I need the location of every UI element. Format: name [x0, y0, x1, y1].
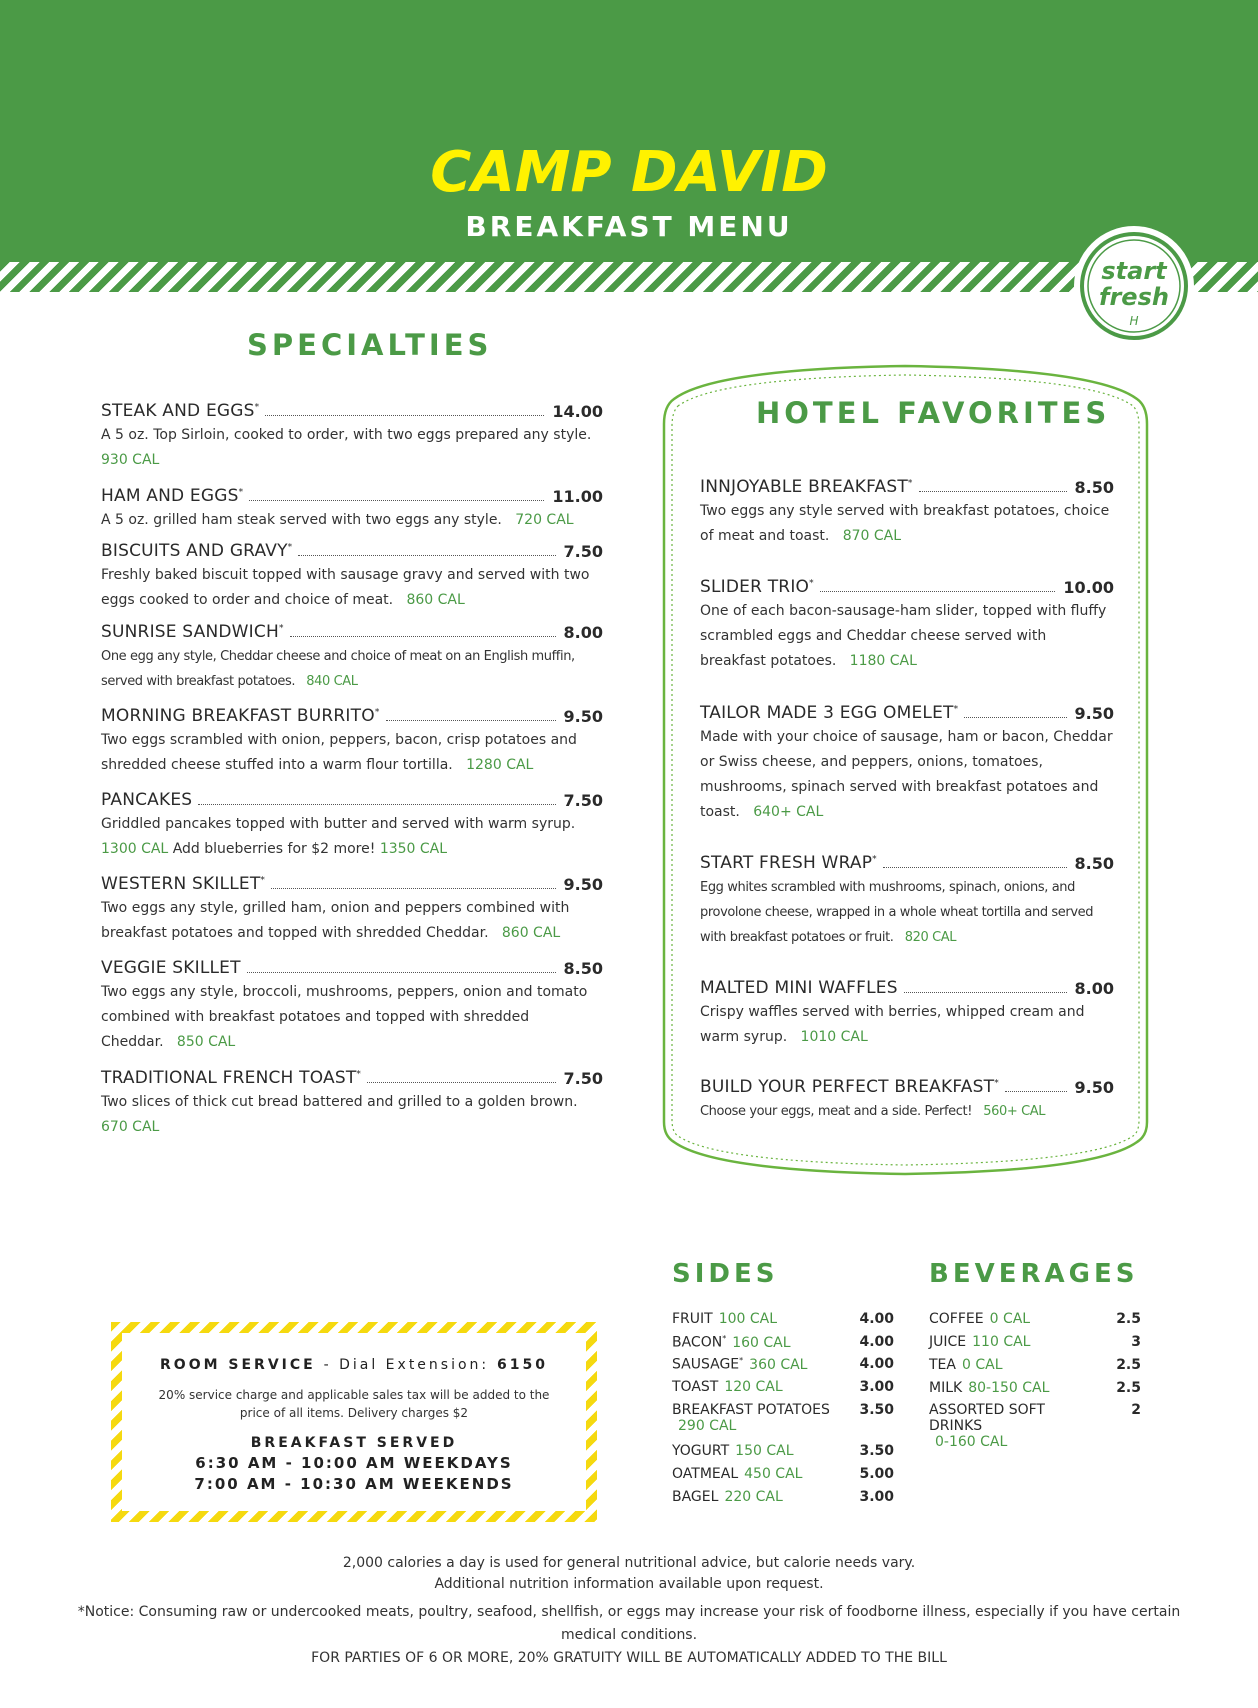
side-item [672, 1443, 844, 1459]
menu-item-desc-text: A 5 oz. grilled ham steak served with two eggs any style. [101, 512, 502, 528]
calorie-count: 290 CAL [678, 1418, 737, 1434]
menu-item-description [101, 980, 603, 1055]
item-name: SAUSAGE [672, 1356, 740, 1373]
item-price: 2 [1131, 1402, 1141, 1418]
menu-item-price: 9.50 [1074, 704, 1114, 723]
menu-item-title: SUNRISE SANDWICH [101, 622, 279, 642]
asterisk: * [872, 854, 877, 865]
item-name: TOAST [672, 1379, 719, 1395]
menu-item-price: 9.50 [563, 875, 603, 894]
breakfast-served-heading: BREAKFAST SERVED [250, 1435, 458, 1451]
menu-item-description [101, 1090, 603, 1140]
menu-item-price: 11.00 [552, 487, 603, 506]
calorie-count: 80-150 CAL [968, 1380, 1050, 1396]
menu-item-desc-text: One of each bacon-sausage-ham slider, topped with fluffy scrambled eggs and Cheddar cheese served with breakfast potatoes. [700, 603, 1107, 669]
menu-item [700, 1077, 1114, 1124]
beverage-item [929, 1357, 1091, 1373]
menu-item-title: MALTED MINI WAFFLES [700, 978, 898, 998]
menu-item-desc-text: A 5 oz. Top Sirloin, cooked to order, with two eggs prepared any style. [101, 427, 592, 443]
dot-leader [247, 972, 556, 973]
menu-item-header [700, 577, 1114, 597]
item-price: 4.00 [859, 1334, 894, 1350]
dot-leader [883, 867, 1067, 868]
item-name: YOGURT [672, 1443, 730, 1459]
item-name: MILK [929, 1380, 963, 1396]
menu-item-name [101, 401, 259, 421]
calorie-count: 560+ CAL [983, 1104, 1046, 1119]
menu-item-price: 8.50 [1074, 854, 1114, 873]
item-name: COFFEE [929, 1311, 984, 1327]
menu-item [101, 401, 603, 473]
menu-item-title: SLIDER TRIO [700, 577, 810, 597]
calorie-count: 850 CAL [176, 1034, 236, 1050]
item-name: ASSORTED SOFT DRINKS [929, 1402, 1045, 1434]
nutrition-note: Additional nutrition information available upon request. [434, 1576, 824, 1592]
menu-item-description [700, 1099, 1114, 1124]
menu-item-header [101, 622, 603, 642]
menu-item-header [101, 790, 603, 810]
room-service-note: 20% service charge and applicable sales tax will be added to the price of all items. Delivery charges $2 [158, 1388, 550, 1420]
menu-item-header [700, 703, 1114, 723]
menu-item-price: 9.50 [563, 707, 603, 726]
menu-item [101, 541, 603, 613]
menu-item-header [700, 853, 1114, 873]
menu-item-desc-text: Egg whites scrambled with mushrooms, spinach, onions, and provolone cheese, wrapped in a whole wheat tortilla and served with breakfast potatoes or fruit. [700, 880, 1094, 945]
food-safety-notice: *Notice: Consuming raw or undercooked meats, poultry, seafood, shellfish, or eggs may increase your risk of foodborne illness, especially if you have certain [77, 1604, 1181, 1620]
calorie-count: 120 CAL [724, 1379, 783, 1395]
menu-item-name [101, 874, 265, 894]
calorie-count: 100 CAL [718, 1311, 778, 1327]
menu-item-name [101, 1068, 361, 1088]
menu-item-desc-text: Two eggs scrambled with onion, peppers, bacon, crisp potatoes and shredded cheese stuffed into a warm flour tortilla. [101, 732, 577, 773]
menu-item-title: INNJOYABLE BREAKFAST [700, 477, 908, 497]
asterisk: * [994, 1078, 999, 1089]
calorie-count: 150 CAL [735, 1443, 794, 1459]
calorie-count: 0 CAL [989, 1311, 1031, 1327]
calorie-count: 0-160 CAL [935, 1434, 1008, 1450]
calorie-count: 840 CAL [306, 674, 358, 689]
menu-item [101, 1068, 603, 1140]
menu-item [101, 790, 603, 862]
menu-item-name [101, 706, 380, 726]
menu-item-description [101, 563, 603, 613]
dot-leader [290, 636, 556, 637]
asterisk: * [238, 487, 244, 498]
dot-leader [386, 720, 556, 721]
menu-item-desc-text: Made with your choice of sausage, ham or bacon, Cheddar or Swiss cheese, and peppers, onions, tomatoes, mushrooms, spinach served with breakfast potatoes and toast. [700, 729, 1113, 820]
menu-item-description [101, 812, 603, 862]
beverage-item [929, 1380, 1091, 1396]
calorie-count: 860 CAL [501, 925, 561, 941]
dot-leader [249, 500, 544, 501]
menu-item-header [101, 401, 603, 421]
menu-item [700, 978, 1114, 1050]
menu-item-title: STEAK AND EGGS [101, 401, 255, 421]
weekend-hours: 7:00 AM - 10:30 AM WEEKENDS [194, 1475, 514, 1493]
menu-item-name [700, 978, 898, 998]
page-title: CAMP DAVID [430, 140, 828, 205]
menu-item-price: 7.50 [563, 791, 603, 810]
dot-leader [265, 415, 544, 416]
extra-calorie-count: 1350 CAL [379, 841, 448, 857]
menu-item-price: 9.50 [1074, 1078, 1114, 1097]
menu-item-description [101, 508, 603, 533]
menu-item [101, 706, 603, 778]
menu-item-header [101, 706, 603, 726]
calorie-count: 860 CAL [406, 592, 465, 608]
calorie-count: 670 CAL [101, 1119, 160, 1135]
menu-item-title: BISCUITS AND GRAVY [101, 541, 288, 561]
menu-item-title: VEGGIE SKILLET [101, 958, 241, 978]
badge-line-2: fresh [1099, 283, 1169, 311]
menu-item [101, 622, 603, 694]
menu-item-name [700, 853, 877, 873]
dot-leader [367, 1082, 555, 1083]
asterisk: * [254, 402, 260, 413]
beverage-item [929, 1402, 1091, 1450]
menu-item [101, 958, 603, 1055]
item-price: 3 [1131, 1334, 1141, 1350]
calorie-count: 1280 CAL [466, 757, 534, 773]
menu-item-title: WESTERN SKILLET [101, 874, 261, 894]
item-name: BAGEL [672, 1489, 719, 1505]
calorie-count: 360 CAL [749, 1356, 808, 1373]
menu-item-desc-text: Two slices of thick cut bread battered and grilled to a golden brown. [101, 1094, 578, 1110]
menu-item-description [700, 875, 1114, 950]
badge-text [1072, 258, 1196, 310]
menu-item-description [700, 725, 1114, 825]
menu-item-header [101, 874, 603, 894]
menu-item [700, 703, 1114, 825]
side-item [672, 1489, 844, 1505]
item-price: 2.5 [1116, 1380, 1141, 1396]
side-item [672, 1311, 844, 1327]
menu-item-description [700, 1000, 1114, 1050]
side-item [672, 1356, 844, 1373]
menu-item-title: START FRESH WRAP [700, 853, 873, 873]
calorie-count: 1180 CAL [849, 653, 917, 669]
asterisk: * [278, 623, 284, 634]
sides-heading: SIDES [672, 1259, 779, 1289]
menu-item-title: TAILOR MADE 3 EGG OMELET [700, 703, 954, 723]
calorie-count: 110 CAL [972, 1334, 1031, 1350]
asterisk: * [953, 704, 959, 715]
food-safety-notice-cont: medical conditions. [560, 1627, 698, 1643]
menu-item-price: 10.00 [1063, 578, 1114, 597]
gratuity-note: FOR PARTIES OF 6 OR MORE, 20% GRATUITY WILL BE AUTOMATICALLY ADDED TO THE BILL [311, 1650, 947, 1666]
menu-item-desc-text: Two eggs any style served with breakfast potatoes, choice of meat and toast. [700, 503, 1110, 544]
menu-item-header [700, 1077, 1114, 1097]
asterisk: * [907, 478, 913, 489]
menu-item [700, 577, 1114, 674]
item-price: 5.00 [859, 1466, 894, 1482]
dot-leader [1005, 1091, 1067, 1092]
page-subtitle: BREAKFAST MENU [465, 210, 793, 243]
side-item [672, 1402, 844, 1434]
calorie-count: 820 CAL [904, 930, 957, 945]
dot-leader [904, 992, 1067, 993]
menu-item-desc-text: Freshly baked biscuit topped with sausage gravy and served with two eggs cooked to order and choice of meat. [101, 567, 590, 608]
menu-item-header [101, 541, 603, 561]
calorie-count: 870 CAL [842, 528, 902, 544]
menu-item-header [700, 477, 1114, 497]
dot-leader [820, 591, 1056, 592]
menu-item-name [700, 703, 958, 723]
menu-item-description [700, 599, 1114, 674]
menu-item-desc-text: Two eggs any style, broccoli, mushrooms, peppers, onion and tomato combined with breakfast potatoes and topped with shredded Cheddar. [101, 984, 588, 1050]
menu-item-extra: Add blueberries for $2 more! [172, 841, 376, 857]
menu-item-description [101, 423, 603, 473]
menu-item-price: 8.00 [1074, 979, 1114, 998]
asterisk: * [287, 542, 293, 553]
header-stripes [0, 262, 1258, 292]
asterisk: * [374, 707, 380, 718]
dot-leader [964, 717, 1066, 718]
menu-item-title: MORNING BREAKFAST BURRITO [101, 706, 375, 726]
menu-item-description [101, 728, 603, 778]
menu-item [101, 486, 603, 533]
menu-item-header [700, 978, 1114, 998]
menu-item-price: 7.50 [563, 1069, 603, 1088]
menu-item-name [700, 477, 913, 497]
asterisk: * [739, 1356, 744, 1365]
menu-item-desc-text: One egg any style, Cheddar cheese and choice of meat on an English muffin, served with breakfast potatoes. [101, 649, 575, 689]
specialties-heading: SPECIALTIES [247, 328, 493, 362]
item-price: 2.5 [1116, 1357, 1141, 1373]
item-price: 3.00 [859, 1489, 894, 1505]
menu-item [700, 477, 1114, 549]
beverages-heading: BEVERAGES [929, 1259, 1139, 1289]
menu-item-desc-text: Two eggs any style, grilled ham, onion and peppers combined with breakfast potatoes and topped with shredded Cheddar. [101, 900, 570, 941]
hotel-logo-icon: H [1129, 314, 1139, 328]
item-price: 3.00 [859, 1379, 894, 1395]
menu-item-name [101, 958, 241, 978]
menu-item-name [101, 622, 284, 642]
calorie-count: 1300 CAL [101, 841, 169, 857]
room-service-line [122, 1357, 586, 1373]
badge-line-1: start [1101, 257, 1167, 285]
menu-item [101, 874, 603, 946]
menu-item-description [101, 896, 603, 946]
menu-item-header [101, 486, 603, 506]
room-service-dial: - Dial Extension: [323, 1357, 490, 1373]
menu-item-name [101, 790, 192, 810]
dot-leader [298, 555, 555, 556]
menu-item-price: 14.00 [552, 402, 603, 421]
menu-item-desc-text: Griddled pancakes topped with butter and served with warm syrup. [101, 816, 576, 832]
menu-item-name [101, 541, 292, 561]
calorie-count: 160 CAL [732, 1334, 791, 1351]
calorie-count: 220 CAL [724, 1489, 783, 1505]
favorites-heading: HOTEL FAVORITES [756, 396, 1111, 430]
calorie-count: 640+ CAL [753, 804, 824, 820]
menu-item-desc-text: Crispy waffles served with berries, whipped cream and warm syrup. [700, 1004, 1085, 1045]
room-service-label: ROOM SERVICE [160, 1357, 316, 1373]
menu-item-price: 7.50 [563, 542, 603, 561]
menu-item-description [101, 644, 603, 694]
menu-item [700, 853, 1114, 950]
asterisk: * [722, 1334, 727, 1343]
item-price: 4.00 [859, 1356, 894, 1372]
item-name: FRUIT [672, 1311, 713, 1327]
menu-item-price: 8.00 [563, 623, 603, 642]
calorie-note: 2,000 calories a day is used for general nutritional advice, but calorie needs vary. [342, 1555, 916, 1571]
side-item [672, 1334, 844, 1351]
menu-item-title: PANCAKES [101, 790, 193, 810]
menu-item-title: BUILD YOUR PERFECT BREAKFAST [700, 1077, 995, 1097]
menu-item-title: TRADITIONAL FRENCH TOAST [101, 1068, 357, 1088]
menu-item-desc-text: Choose your eggs, meat and a side. Perfect! [700, 1104, 973, 1119]
side-item [672, 1379, 844, 1395]
asterisk: * [356, 1069, 362, 1080]
dot-leader [198, 804, 555, 805]
asterisk: * [260, 875, 266, 886]
calorie-count: 1010 CAL [800, 1029, 868, 1045]
item-name: BREAKFAST POTATOES [672, 1402, 830, 1418]
beverage-item [929, 1311, 1091, 1327]
menu-item-header [101, 958, 603, 978]
item-price: 4.00 [859, 1311, 894, 1327]
item-price: 3.50 [859, 1402, 894, 1418]
item-name: JUICE [929, 1334, 967, 1350]
calorie-count: 450 CAL [744, 1466, 803, 1482]
menu-item-header [101, 1068, 603, 1088]
calorie-count: 720 CAL [515, 512, 574, 528]
menu-item-name [700, 1077, 999, 1097]
room-service-extension: 6150 [497, 1357, 548, 1373]
beverage-item [929, 1334, 1091, 1350]
item-name: TEA [929, 1357, 956, 1373]
dot-leader [919, 491, 1067, 492]
menu-item-name [101, 486, 243, 506]
menu-item-title: HAM AND EGGS [101, 486, 239, 506]
asterisk: * [809, 578, 814, 589]
menu-item-description [700, 499, 1114, 549]
dot-leader [271, 888, 555, 889]
item-name: OATMEAL [672, 1466, 739, 1482]
menu-item-price: 8.50 [563, 959, 603, 978]
calorie-count: 0 CAL [961, 1357, 1003, 1373]
menu-item-price: 8.50 [1074, 478, 1114, 497]
calorie-count: 930 CAL [101, 452, 160, 468]
weekday-hours: 6:30 AM - 10:00 AM WEEKDAYS [195, 1454, 513, 1472]
item-price: 2.5 [1116, 1311, 1141, 1327]
item-name: BACON [672, 1334, 723, 1351]
side-item [672, 1466, 844, 1482]
menu-item-name [700, 577, 814, 597]
item-price: 3.50 [859, 1443, 894, 1459]
